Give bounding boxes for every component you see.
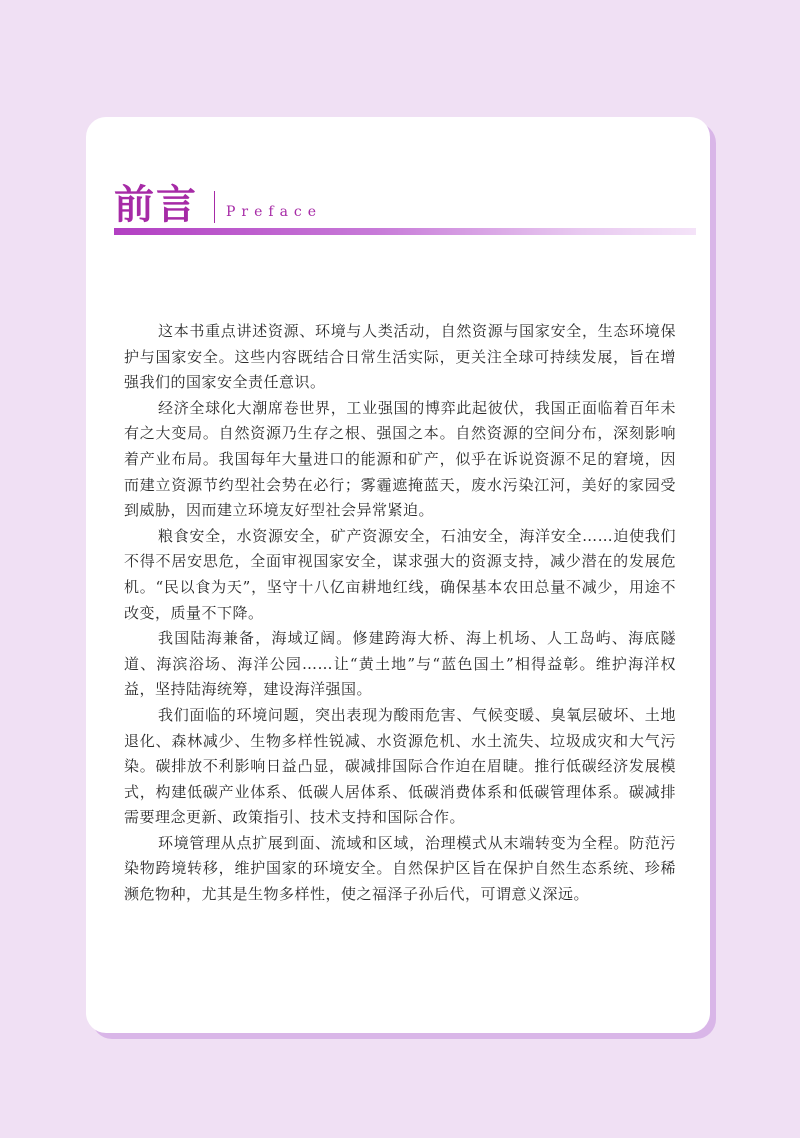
paragraph: 这本书重点讲述资源、环境与人类活动，自然资源与国家安全，生态环境保护与国家安全。这些内容既结合日常生活实际，更关注全球可持续发展，旨在增强我们的国家安全责任意识。 [124,322,676,392]
preface-header [114,183,696,243]
page-title: 前言 [114,182,198,228]
paragraph: 我国陆海兼备，海域辽阔。修建跨海大桥、海上机场、人工岛屿、海底隧道、海滨浴场、海洋公园……让“黄土地”与“蓝色国土”相得益彰。维护海洋权益，坚持陆海统筹，建设海洋强国。 [124,629,676,699]
page-subtitle: Preface [226,204,323,220]
paragraph: 经济全球化大潮席卷世界，工业强国的博弈此起彼伏，我国正面临着百年未有之大变局。自然资源乃生存之根、强国之本。自然资源的空间分布，深刻影响着产业布局。我国每年大量进口的能源和矿产，似乎在诉说资源不足的窘境，因而建立资源节约型社会势在必行；雾霾遮掩蓝天，废水污染江河，美好的家园受到威胁，因而建立环境友好型社会异常紧迫。 [124,398,676,520]
paragraph: 我们面临的环境问题，突出表现为酸雨危害、气候变暖、臭氧层破坏、土地退化、森林减少、生物多样性锐减、水资源危机、水土流失、垃圾成灾和大气污染。碳排放不利影响日益凸显，碳减排国际合作迫在眉睫。推行低碳经济发展模式，构建低碳产业体系、低碳人居体系、低碳消费体系和低碳管理体系。碳减排需要理念更新、政策指引、技术支持和国际合作。 [124,705,676,827]
title-underline-bar [114,228,696,235]
paragraph: 环境管理从点扩展到面、流域和区域，治理模式从末端转变为全程。防范污染物跨境转移，维护国家的环境安全。自然保护区旨在保护自然生态系统、珍稀濒危物种，尤其是生物多样性，使之福泽子孙后代，可谓意义深远。 [124,833,676,904]
paragraph: 粮食安全，水资源安全，矿产资源安全，石油安全，海洋安全……迫使我们不得不居安思危，全面审视国家安全，谋求强大的资源支持，减少潜在的发展危机。“民以食为天”，坚守十八亿亩耕地红线，确保基本农田总量不减少，用途不改变，质量不下降。 [124,526,676,622]
preface-body [124,319,676,908]
title-divider [214,191,215,223]
page-card [86,117,710,1033]
